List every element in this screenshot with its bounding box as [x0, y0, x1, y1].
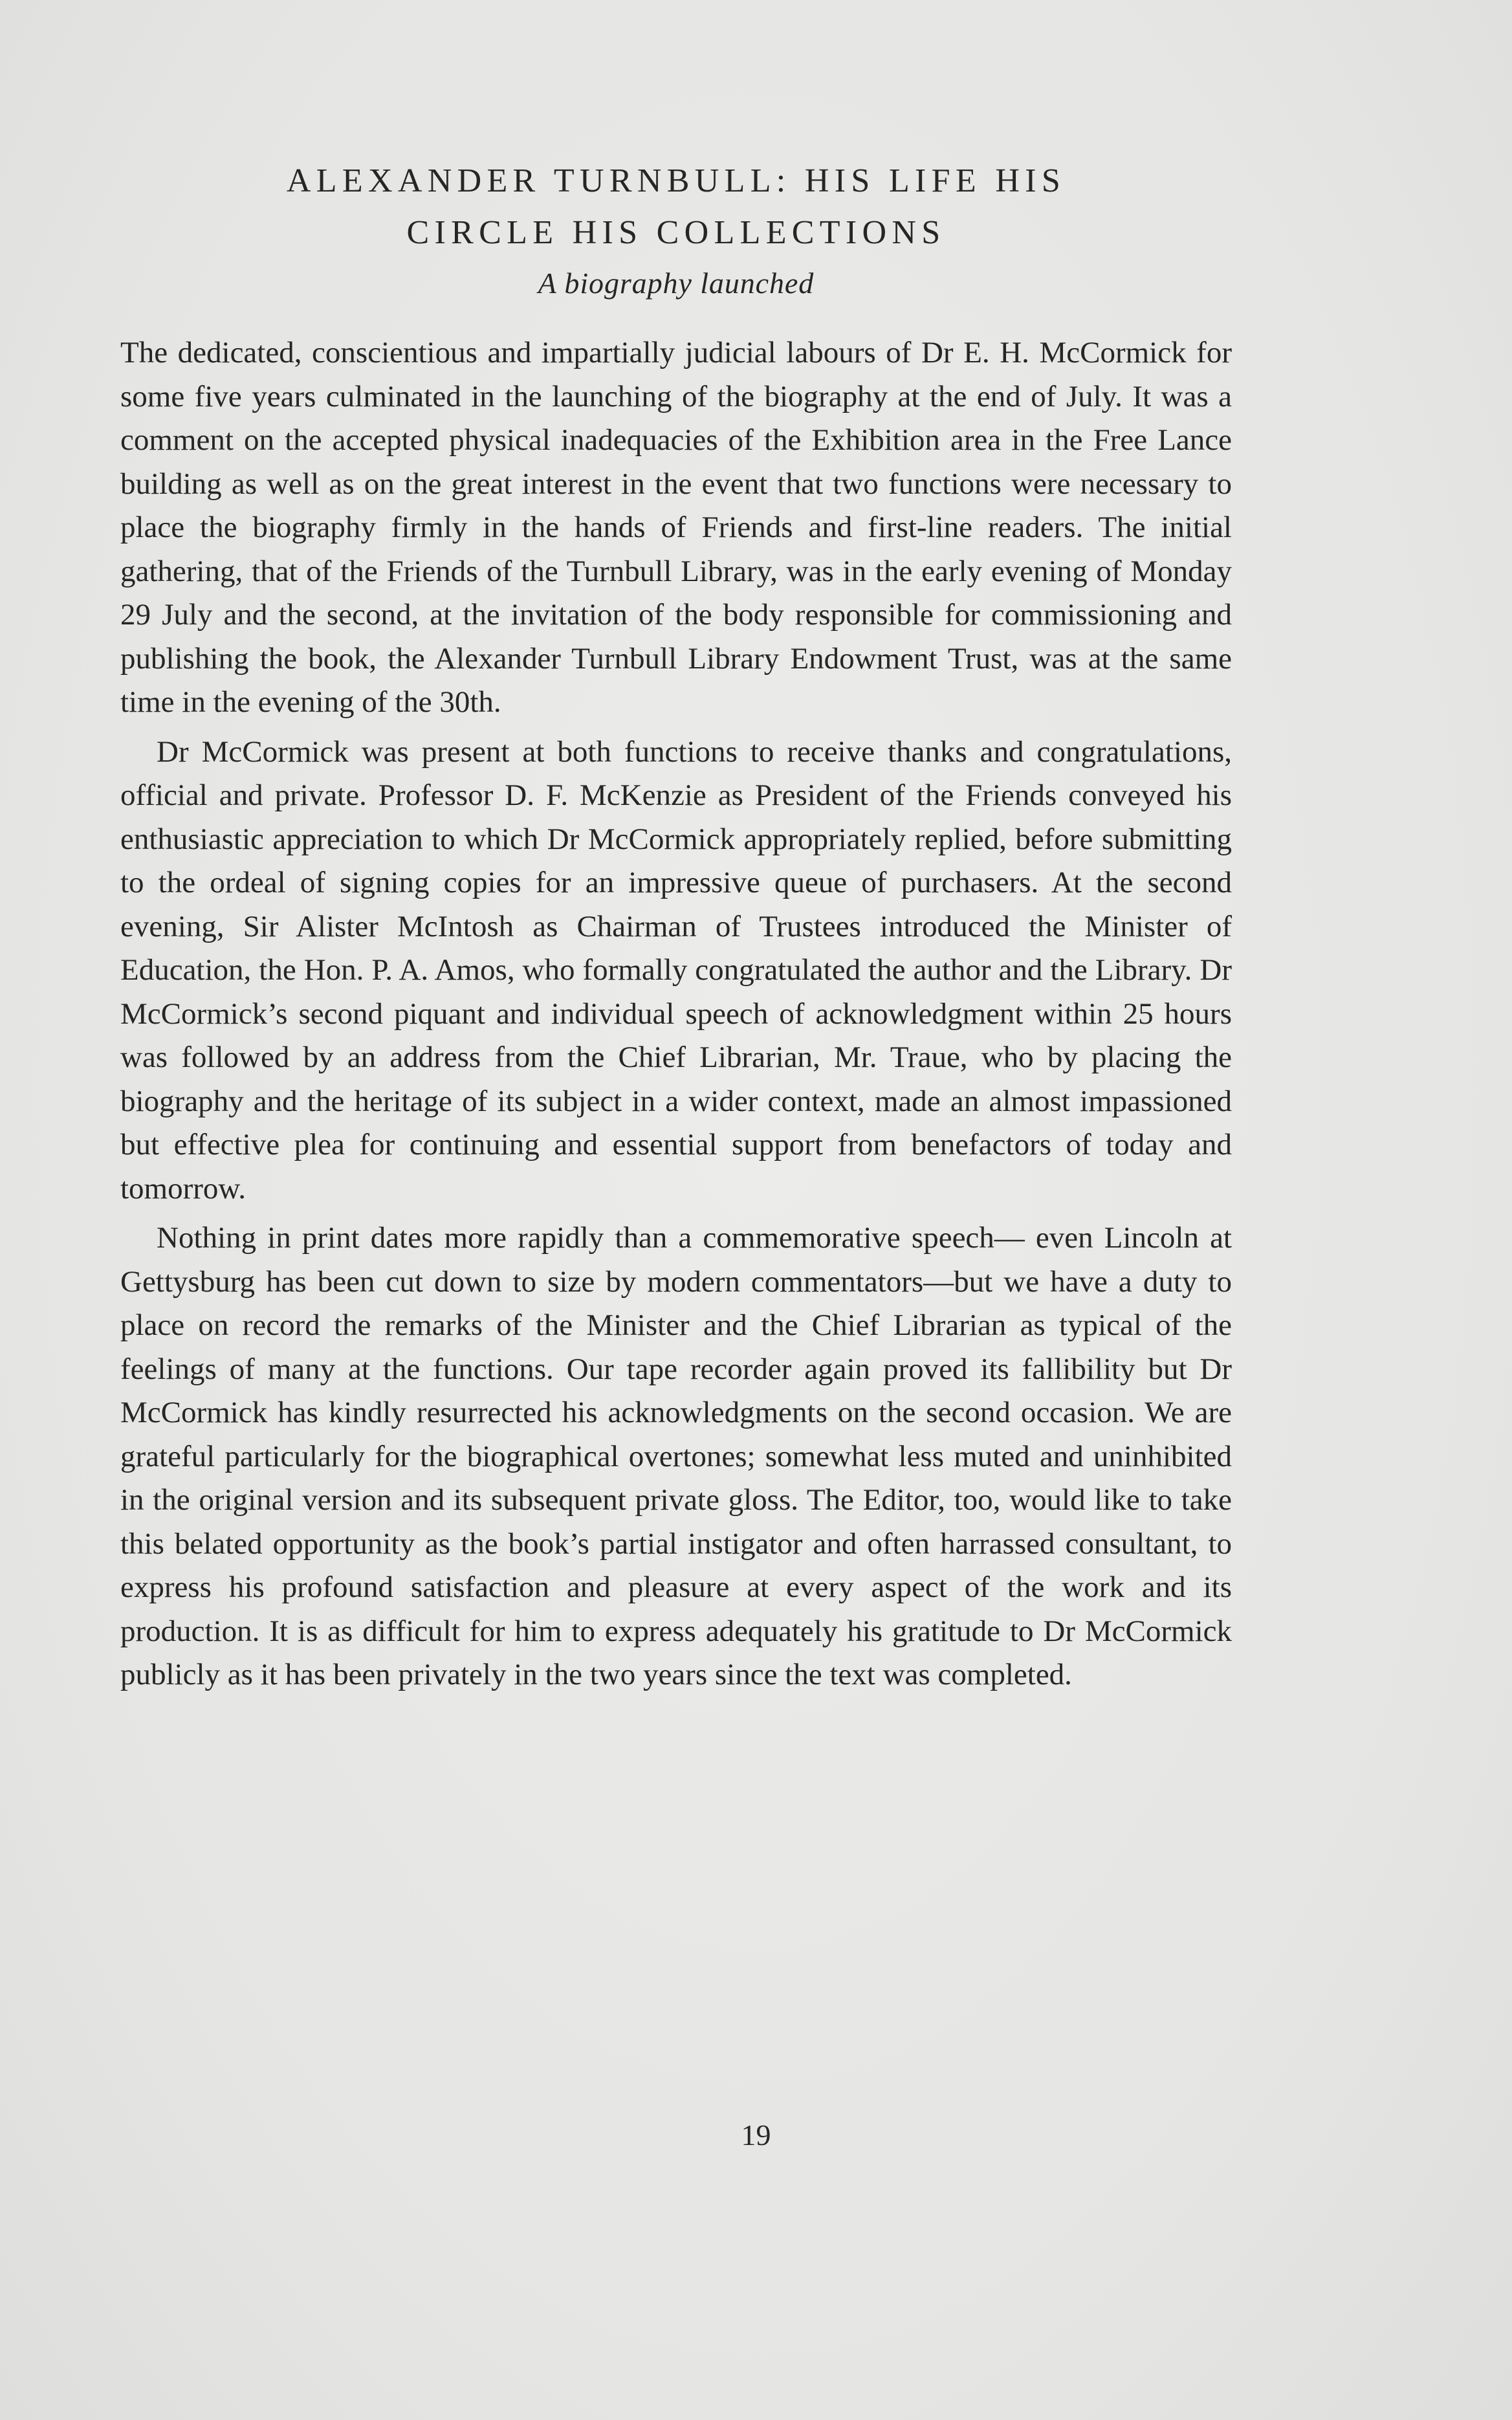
paragraph-3: Nothing in print dates more rapidly than a commemorative speech— even Lincoln at Gettysburg has been cut down to size by modern commentators—but we have a duty to place on record the remarks of the Minister and the Chief Librarian as typical of the feelings of many at the functions. Our tape recorder again proved its fallibility but Dr McCormick has kindly resurrected his acknowledgments on the second occasion. We are grateful particularly for the biographical overtones; somewhat less muted and uninhibited in the original version and its subsequent private gloss. The Editor, too, would like to take this belated opportunity as the book’s partial instigator and often harrassed consultant, to express his profound satisfaction and pleasure at every aspect of the work and its production. It is as difficult for him to express adequately his gratitude to Dr McCormick publicly as it has been privately in the two years since the text was completed.	[120, 1221, 1232, 1691]
page-number: 19	[741, 2118, 771, 2151]
article-title	[120, 155, 1232, 259]
paragraph-1: The dedicated, conscientious and impartially judicial labours of Dr E. H. McCormick for some five years culminated in the launching of the biography at the end of July. It was a comment on the accepted physical inadequacies of the Exhibition area in the Free Lance building as well as on the great interest in the event that two functions were necessary to place the biography firmly in the hands of Friends and first-line readers. The initial gathering, that of the Friends of the Turnbull Library, was in the early evening of Monday 29 July and the second, at the invitation of the body responsible for commissioning and publishing the book, the Alexander Turnbull Library Endowment Trust, was at the same time in the evening of the 30th.	[120, 336, 1232, 719]
article-body	[120, 155, 1232, 1697]
article-title-line-1: ALEXANDER TURNBULL: HIS LIFE HIS	[286, 162, 1066, 199]
paragraph-2: Dr McCormick was present at both functions to receive thanks and congratulations, official and private. Professor D. F. McKenzie as President of the Friends conveyed his enthusiastic appreciation to which Dr McCormick appropriately replied, before submitting to the ordeal of signing copies for an impressive queue of purchasers. At the second evening, Sir Alister McIntosh as Chairman of Trustees introduced the Minister of Education, the Hon. P. A. Amos, who formally congratulated the author and the Library. Dr McCormick’s second piquant and individual speech of acknowledgment within 25 hours was followed by an address from the Chief Librarian, Mr. Traue, who by placing the biography and the heritage of its subject in a wider context, made an almost impassioned but effective plea for continuing and essential support from benefactors of today and tomorrow.	[120, 734, 1232, 1205]
article-title-line-2: CIRCLE HIS COLLECTIONS	[406, 214, 946, 251]
article-subtitle: A biography launched	[538, 267, 815, 300]
